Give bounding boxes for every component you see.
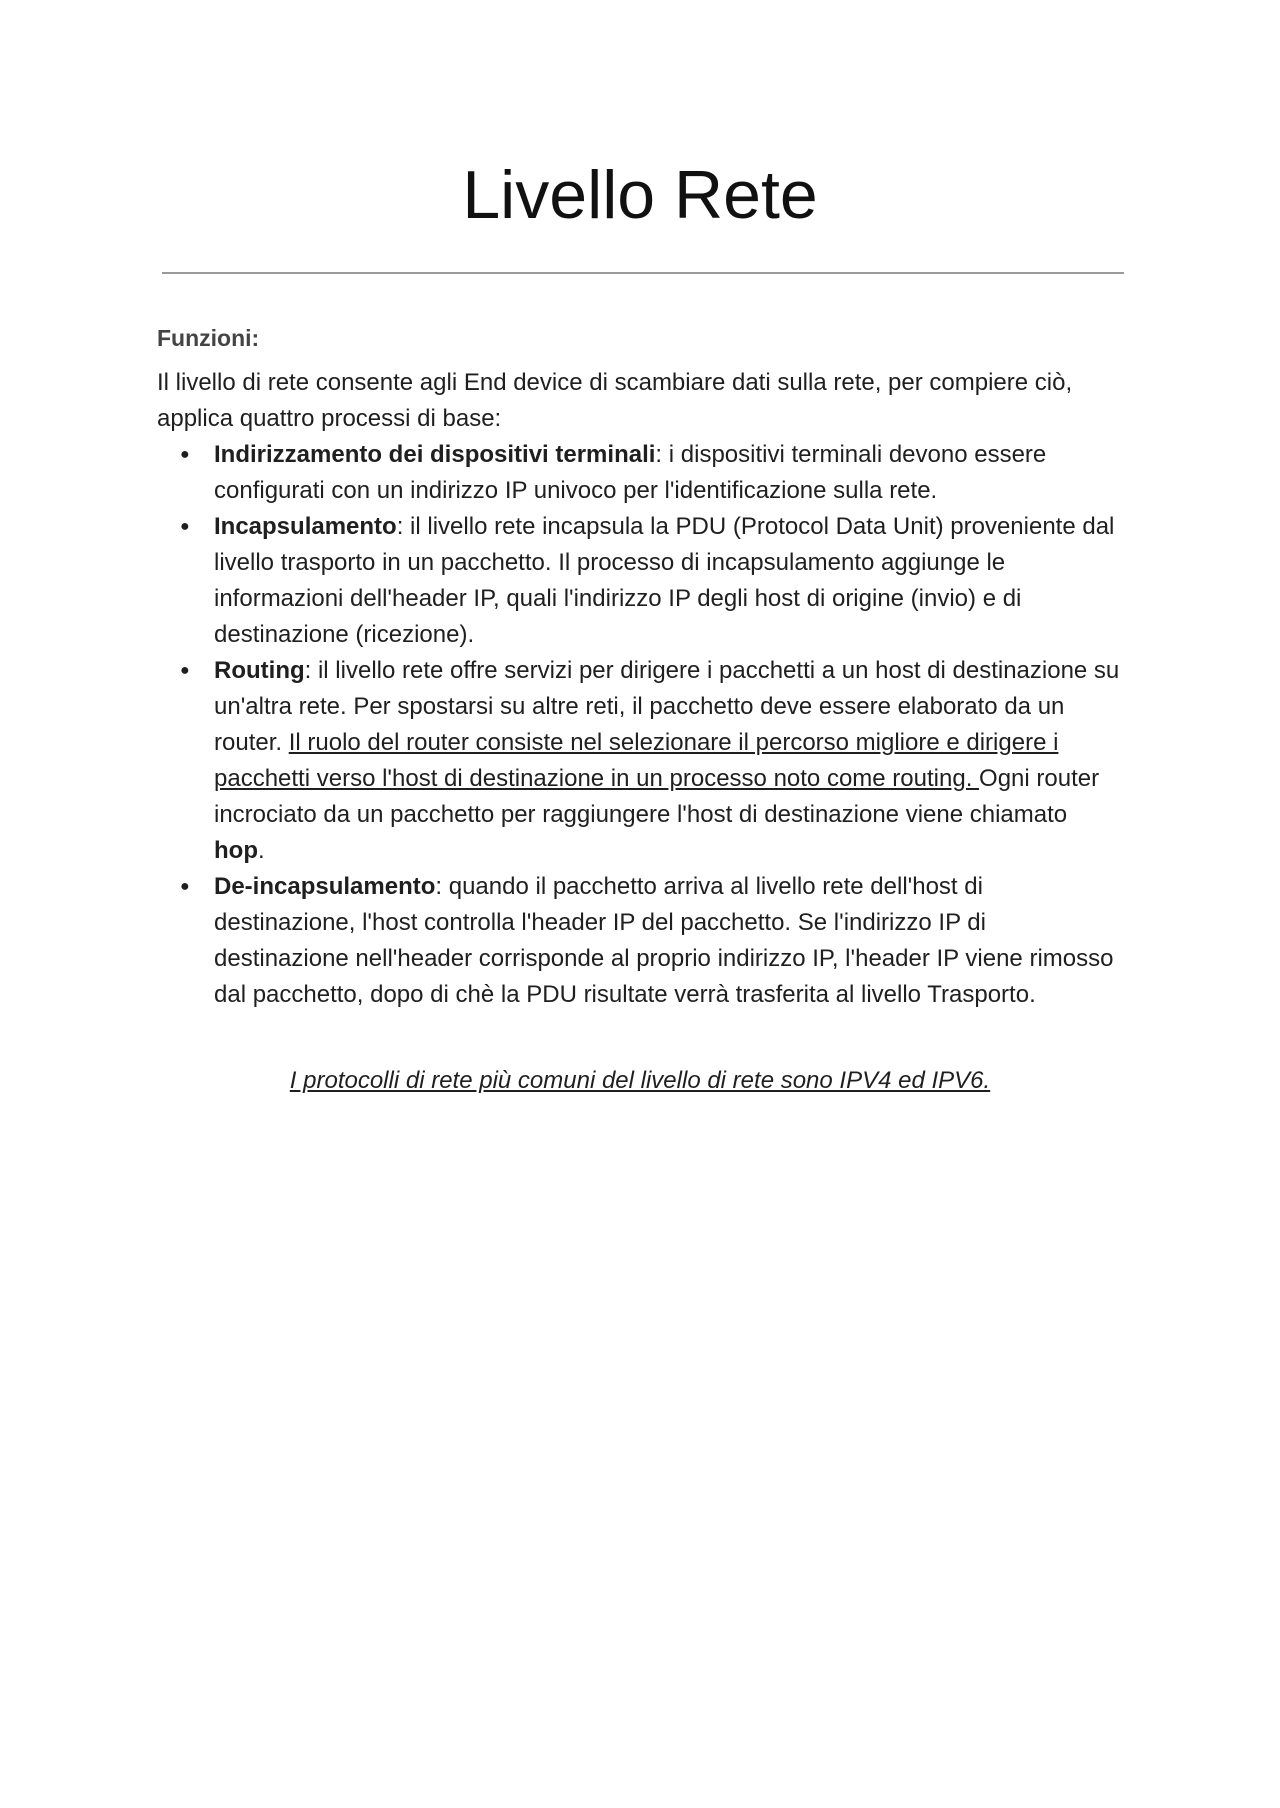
bullet-dot-icon: ● bbox=[180, 878, 190, 895]
title-divider bbox=[162, 272, 1124, 274]
bullet-dot-icon: ● bbox=[180, 662, 190, 679]
underlined-text: Il ruolo del router consiste nel selezionare il percorso migliore e dirigere i pacchetti verso l'host di destinazione in un processo noto come routing. bbox=[214, 729, 1059, 792]
bullet-text: : il livello rete incapsula la PDU (Protocol Data Unit) proveniente dal livello trasporto in un pacchetto. Il processo di incapsulamento aggiunge le informazioni dell'header IP, quali l'indirizzo IP degli host di origine (invio) e di destinazione (ricezione). bbox=[214, 513, 1115, 648]
bullet-term: De-incapsulamento bbox=[214, 873, 436, 900]
bullet-dot-icon: ● bbox=[180, 518, 190, 535]
bullet-text-continued: Ogni router incrociato da un pacchetto per raggiungere l'host di destinazione viene chiamato bbox=[214, 765, 1100, 828]
process-list bbox=[157, 437, 1122, 1013]
section-heading: Funzioni: bbox=[157, 325, 260, 351]
intro-paragraph: Il livello di rete consente agli End device di scambiare dati sulla rete, per compiere ciò, applica quattro processi di base: bbox=[157, 369, 1073, 432]
bullet-text: : quando il pacchetto arriva al livello rete dell'host di destinazione, l'host controlla l'header IP del pacchetto. Se l'indirizzo IP di destinazione nell'header corrisponde al proprio indirizzo IP, l'header IP viene rimosso dal pacchetto, dopo di chè la PDU risultate verrà trasferita al livello Trasporto. bbox=[214, 873, 1114, 1008]
bullet-dot-icon: ● bbox=[180, 446, 190, 463]
list-item-de-incapsulamento bbox=[157, 869, 1122, 1013]
hop-term: hop bbox=[214, 837, 258, 864]
bullet-text-end: . bbox=[257, 837, 265, 864]
bullet-term: Indirizzamento dei dispositivi terminali bbox=[214, 441, 656, 468]
page-title: Livello Rete bbox=[462, 157, 818, 233]
document-body bbox=[157, 320, 1122, 1013]
bullet-term: Routing bbox=[214, 657, 305, 684]
bullet-text: : i dispositivi terminali devono essere configurati con un indirizzo IP univoco per l'identificazione sulla rete. bbox=[214, 441, 1047, 504]
list-item-routing bbox=[157, 653, 1122, 869]
footer-note: I protocolli di rete più comuni del livello di rete sono IPV4 ed IPV6. bbox=[289, 1067, 991, 1094]
bullet-text: : il livello rete offre servizi per dirigere i pacchetti a un host di destinazione su un'altra rete. Per spostarsi su altre reti, il pacchetto deve essere elaborato da un router. bbox=[214, 657, 1120, 756]
bullet-term: Incapsulamento bbox=[214, 513, 397, 540]
list-item-incapsulamento bbox=[157, 509, 1122, 653]
list-item-indirizzamento bbox=[157, 437, 1122, 509]
